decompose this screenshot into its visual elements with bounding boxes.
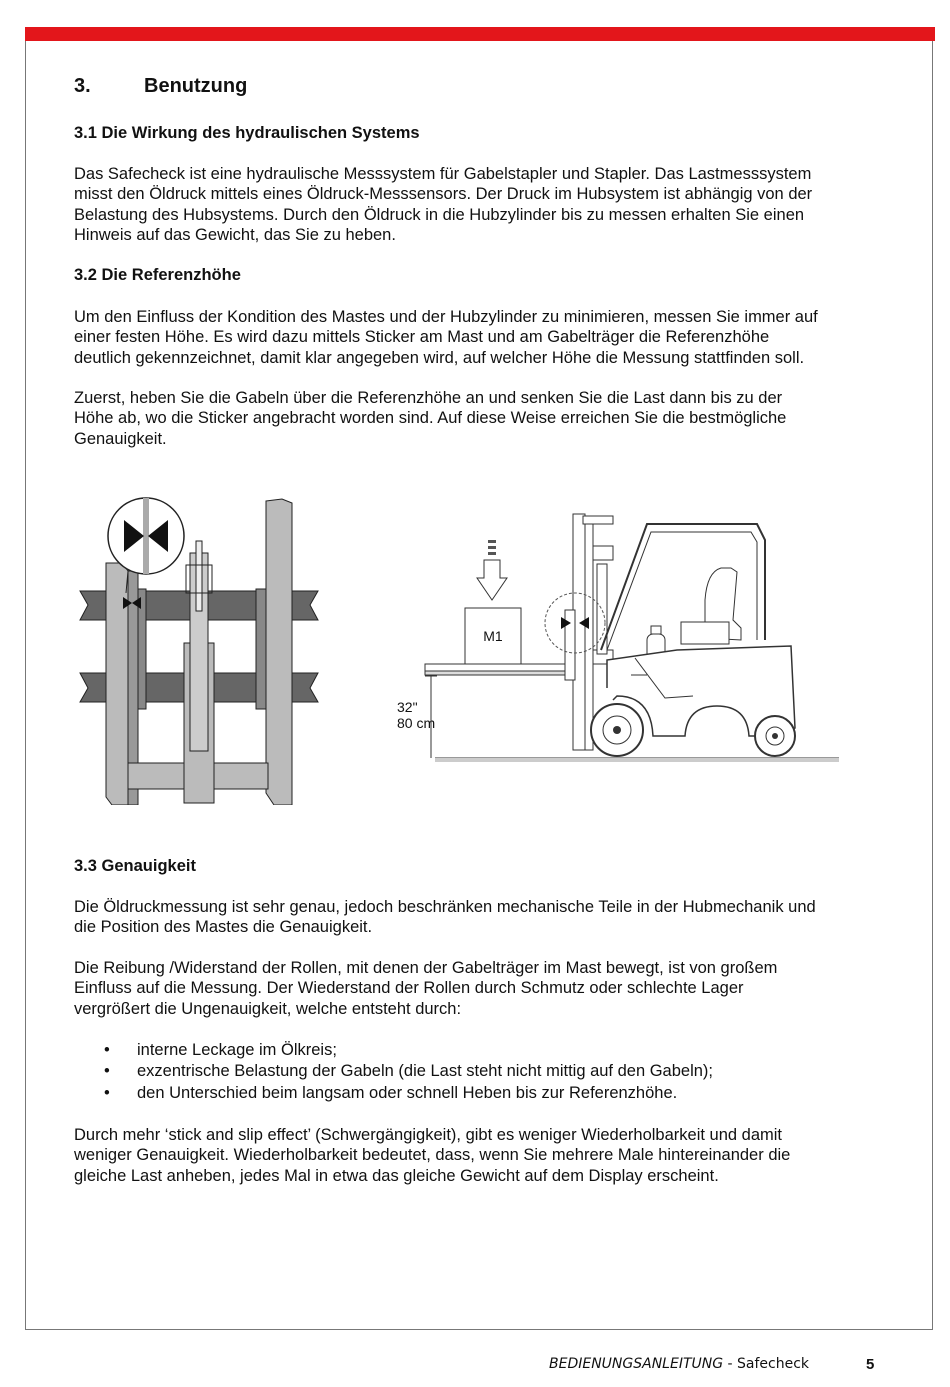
text-line: misst den Öldruck mittels eines Öldruck-Messsensors. Der Druck im Hubsystem ist abhängig von der bbox=[74, 185, 813, 204]
text-line: vergrößert die Ungenauigkeit, welche entsteht durch: bbox=[74, 999, 462, 1018]
paragraph-3-2b bbox=[74, 388, 884, 449]
height-cm-label: 80 cm bbox=[397, 715, 436, 731]
text-line: Um den Einfluss der Kondition des Mastes und der Hubzylinder zu minimieren, messen Sie immer auf bbox=[74, 308, 818, 326]
list-item-text: den Unterschied beim langsam oder schnell Heben bis zur Referenzhöhe. bbox=[137, 1083, 678, 1102]
text-line: die Position des Mastes die Genauigkeit. bbox=[74, 918, 373, 937]
header-accent-bar bbox=[25, 27, 935, 41]
heading-3-1: 3.1 Die Wirkung des hydraulischen Systems bbox=[74, 124, 420, 142]
bullet-icon: • bbox=[104, 1062, 110, 1081]
text-line: gleiche Last anheben, jedes Mal in etwa das gleiche Gewicht auf dem Display erscheint. bbox=[74, 1166, 719, 1185]
list-item-text: exzentrische Belastung der Gabeln (die Last steht nicht mittig auf den Gabeln); bbox=[137, 1062, 713, 1081]
text-line: Die Reibung /Widerstand der Rollen, mit denen der Gabelträger im Mast bewegt, ist von großem bbox=[74, 959, 778, 977]
mast-sticker-illustration bbox=[78, 493, 322, 805]
list-item bbox=[74, 1083, 884, 1104]
load-label: M1 bbox=[483, 628, 503, 644]
paragraph-3-1 bbox=[74, 164, 884, 246]
footer-doc bbox=[549, 1356, 809, 1372]
text-line: Belastung des Hubsystems. Durch den Öldruck in die Hubzylinder bis zu messen erhalten Sie einen bbox=[74, 205, 805, 224]
footer-separator: - bbox=[723, 1356, 738, 1372]
section-title bbox=[74, 75, 247, 98]
paragraph-3-3a bbox=[74, 897, 884, 938]
text-line: Hinweis auf das Gewicht, das Sie zu heben. bbox=[74, 226, 396, 245]
page-number: 5 bbox=[866, 1356, 875, 1373]
text-line: Zuerst, heben Sie die Gabeln über die Referenzhöhe an und senken Sie die Last dann bis zu der bbox=[74, 389, 783, 407]
footer-doc-title: BEDIENUNGSANLEITUNG bbox=[549, 1356, 724, 1372]
height-inch-label: 32" bbox=[397, 699, 418, 715]
heading-3-2: 3.2 Die Referenzhöhe bbox=[74, 266, 241, 284]
heading-3-3: 3.3 Genauigkeit bbox=[74, 857, 196, 875]
text-line: Durch mehr ‘stick and slip effect’ (Schwergängigkeit), gibt es weniger Wiederholbarkeit und damit bbox=[74, 1126, 782, 1144]
text-line: Höhe ab, wo die Sticker angebracht worden sind. Auf diese Weise erreichen Sie die bestmögliche bbox=[74, 409, 787, 428]
footer-product: Safecheck bbox=[737, 1356, 810, 1372]
text-line: Das Safecheck ist eine hydraulische Messsystem für Gabelstapler und Stapler. Das Lastmesssystem bbox=[74, 165, 812, 183]
paragraph-3-3b bbox=[74, 958, 884, 1019]
section-number: 3. bbox=[74, 75, 91, 97]
paragraph-3-2a bbox=[74, 307, 884, 368]
text-line: deutlich gekennzeichnet, damit klar angegeben wird, auf welcher Höhe die Messung stattfinden soll. bbox=[74, 348, 805, 367]
bullet-icon: • bbox=[104, 1041, 110, 1059]
section-title-text: Benutzung bbox=[144, 75, 248, 97]
text-line: Einfluss auf die Messung. Der Wiederstand der Rollen durch Schmutz oder schlechte Lager bbox=[74, 979, 744, 998]
list-item-text: interne Leckage im Ölkreis; bbox=[137, 1041, 337, 1059]
list-item bbox=[74, 1040, 884, 1061]
text-line: einer festen Höhe. Es wird dazu mittels Sticker am Mast und am Gabelträger die Referenzhöhe bbox=[74, 328, 770, 347]
forklift-illustration bbox=[395, 510, 845, 780]
paragraph-3-3c bbox=[74, 1125, 884, 1186]
text-line: Die Öldruckmessung ist sehr genau, jedoch beschränken mechanische Teile in der Hubmechanik und bbox=[74, 898, 816, 916]
text-line: Genauigkeit. bbox=[74, 429, 167, 448]
bullet-icon: • bbox=[104, 1083, 110, 1102]
list-item bbox=[74, 1061, 884, 1082]
bullet-list bbox=[74, 1040, 884, 1104]
text-line: weniger Genauigkeit. Wiederholbarkeit bedeutet, dass, wenn Sie mehrere Male hintereinander die bbox=[74, 1146, 791, 1165]
